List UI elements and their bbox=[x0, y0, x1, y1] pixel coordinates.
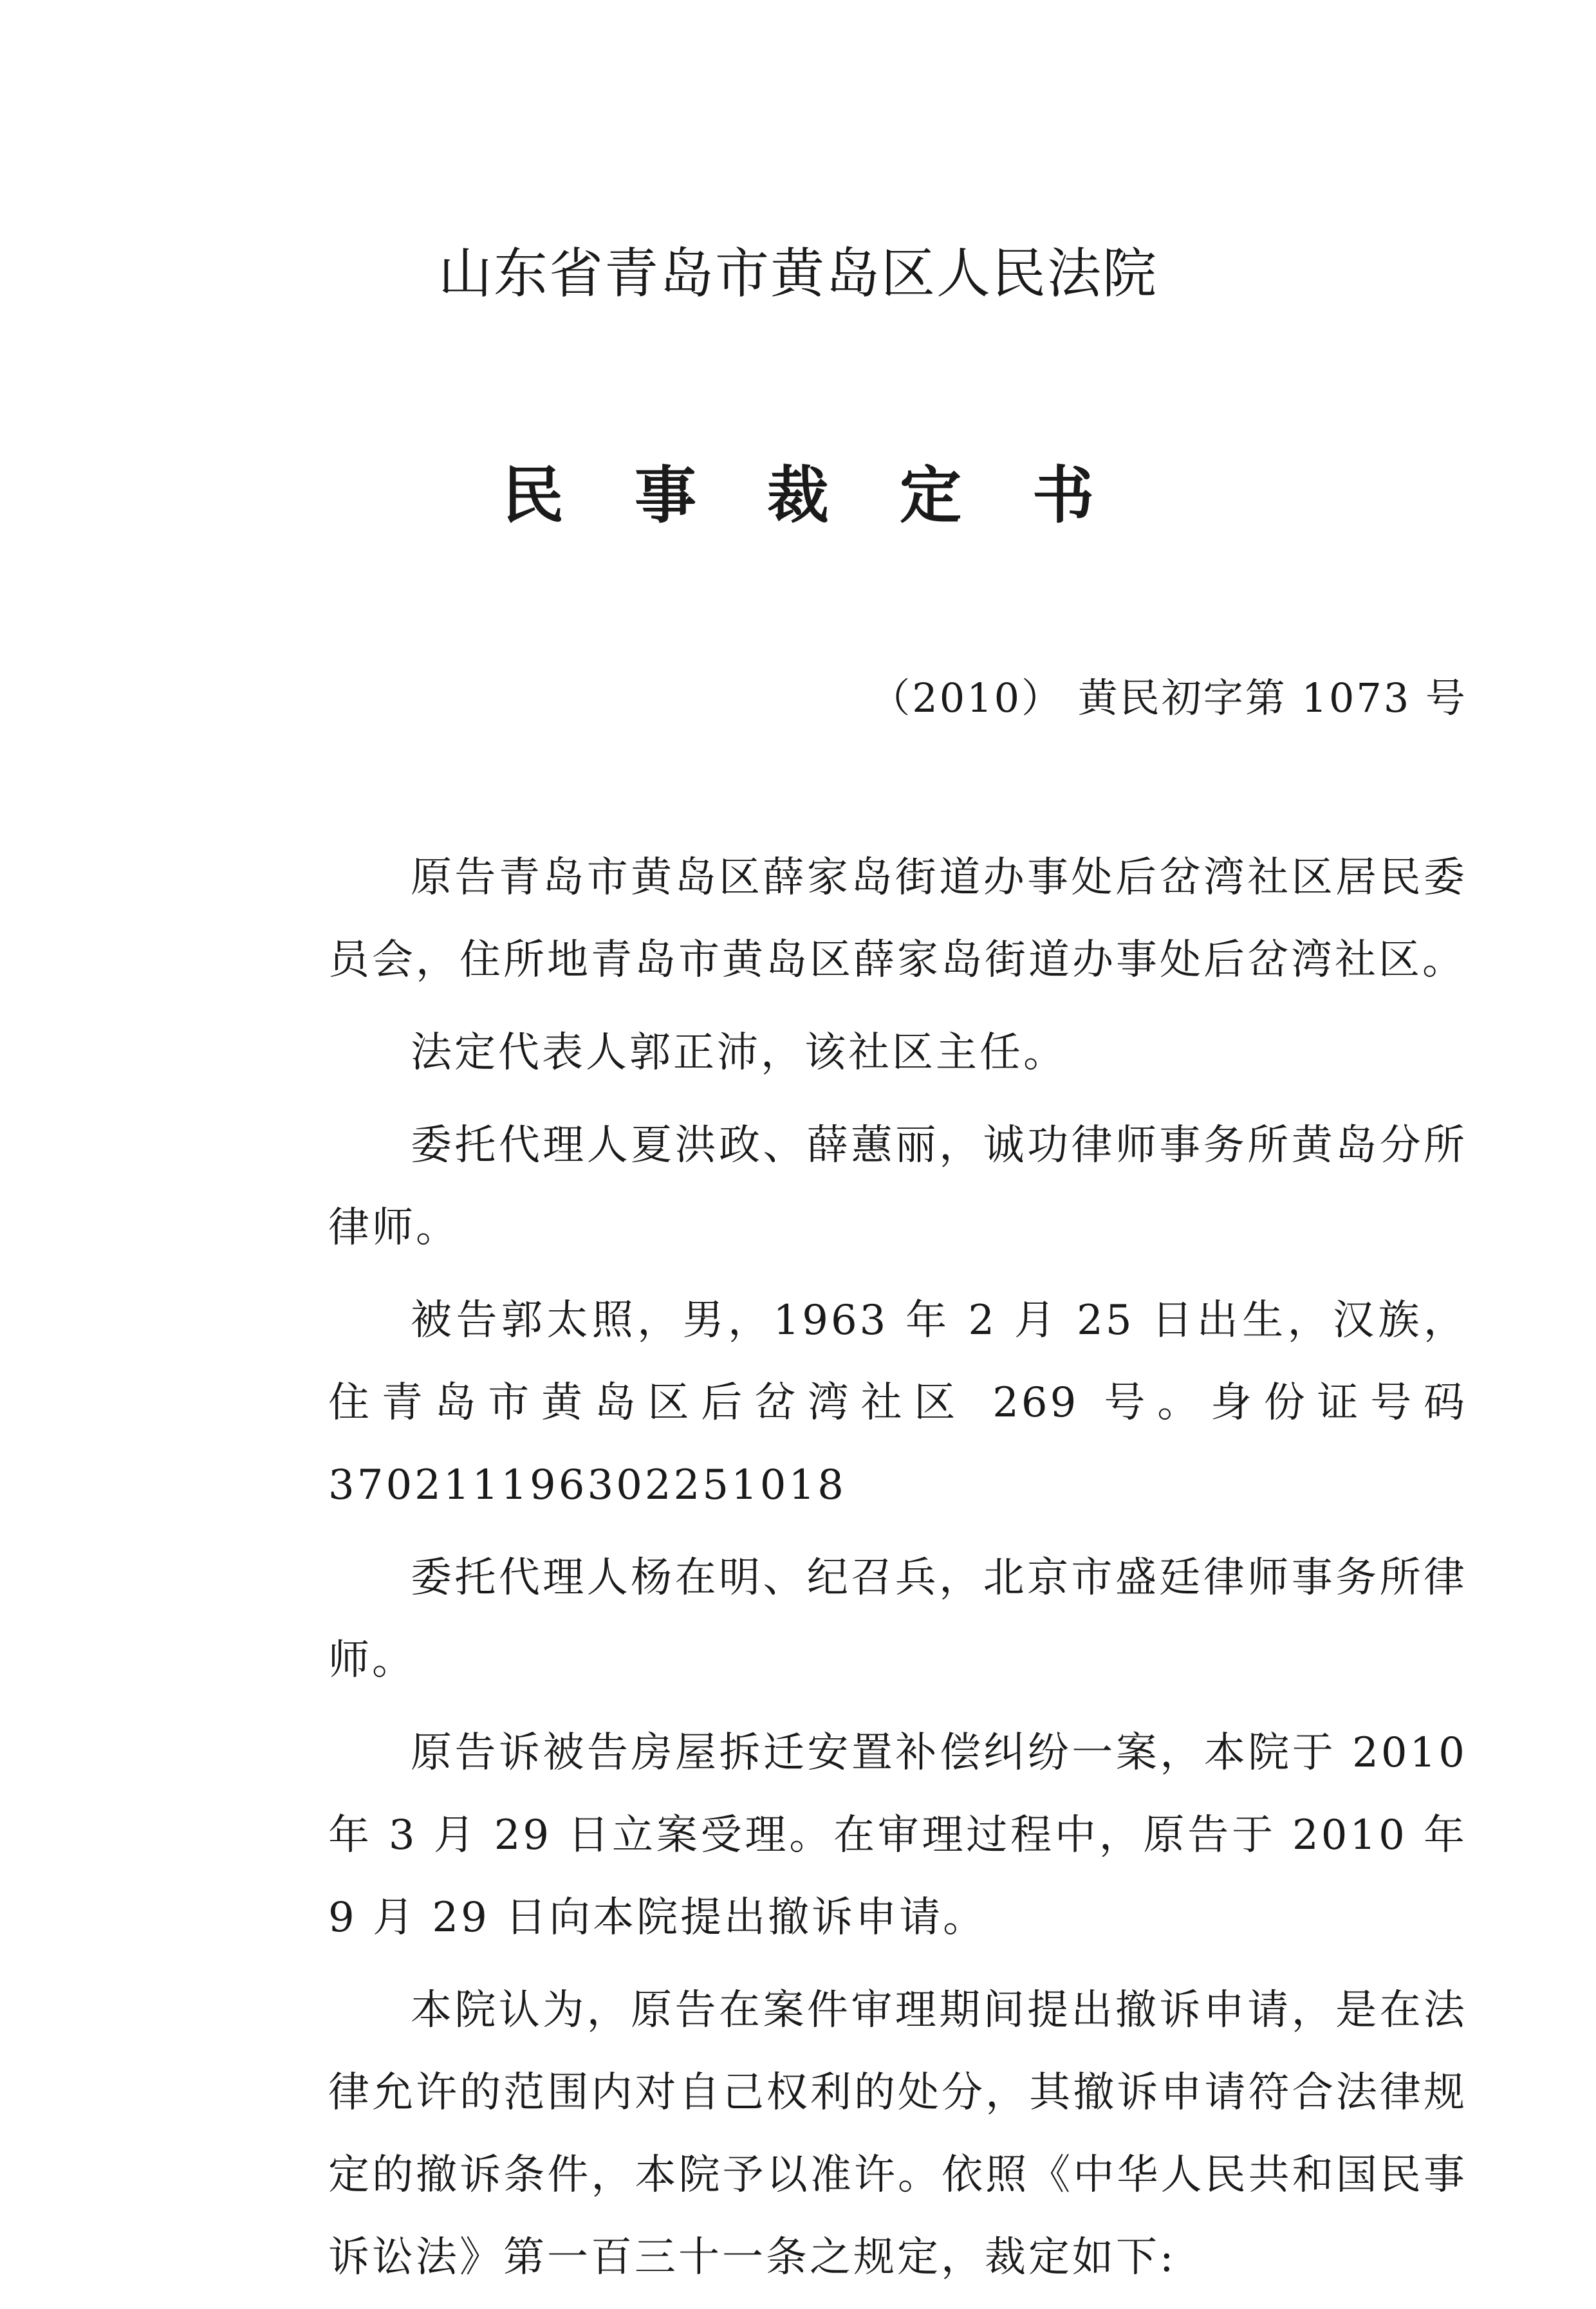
case-history-paragraph: 原告诉被告房屋拆迁安置补偿纠纷一案，本院于 2010 年 3 月 29 日立案受理。在审理过程中，原告于 2010 年 9 月 29 日向本院提出撤诉申请。 bbox=[328, 1729, 1467, 1942]
defendant-paragraph: 被告郭太照，男，1963 年 2 月 25 日出生，汉族，住青岛市黄岛区后岔湾社区 269 号。身份证号码 370211196302251018 bbox=[328, 1297, 1467, 1509]
legal-representative-paragraph: 法定代表人郭正沛，该社区主任。 bbox=[411, 1029, 1067, 1077]
case-number: （2010） 黄民初字第 1073 号 bbox=[870, 674, 1467, 721]
court-name: 山东省青岛市黄岛区人民法院 bbox=[438, 242, 1158, 305]
defendant-agent-paragraph: 委托代理人杨在明、纪召兵，北京市盛廷律师事务所律师。 bbox=[328, 1554, 1467, 1684]
plaintiff-agent-paragraph: 委托代理人夏洪政、薛蕙丽，诚功律师事务所黄岛分所律师。 bbox=[328, 1122, 1467, 1252]
document-body bbox=[328, 837, 1467, 2309]
court-opinion-paragraph: 本院认为，原告在案件审理期间提出撤诉申请，是在法律允许的范围内对自己权利的处分，其撤诉申请符合法律规定的撤诉条件，本院予以准许。依照《中华人民共和国民事诉讼法》第一百三十一条之规定，裁定如下: bbox=[328, 1987, 1467, 2281]
document-title: 民事裁定书 bbox=[502, 459, 1165, 532]
plaintiff-paragraph: 原告青岛市黄岛区薛家岛街道办事处后岔湾社区居民委员会，住所地青岛市黄岛区薛家岛街道办事处后岔湾社区。 bbox=[328, 854, 1467, 984]
